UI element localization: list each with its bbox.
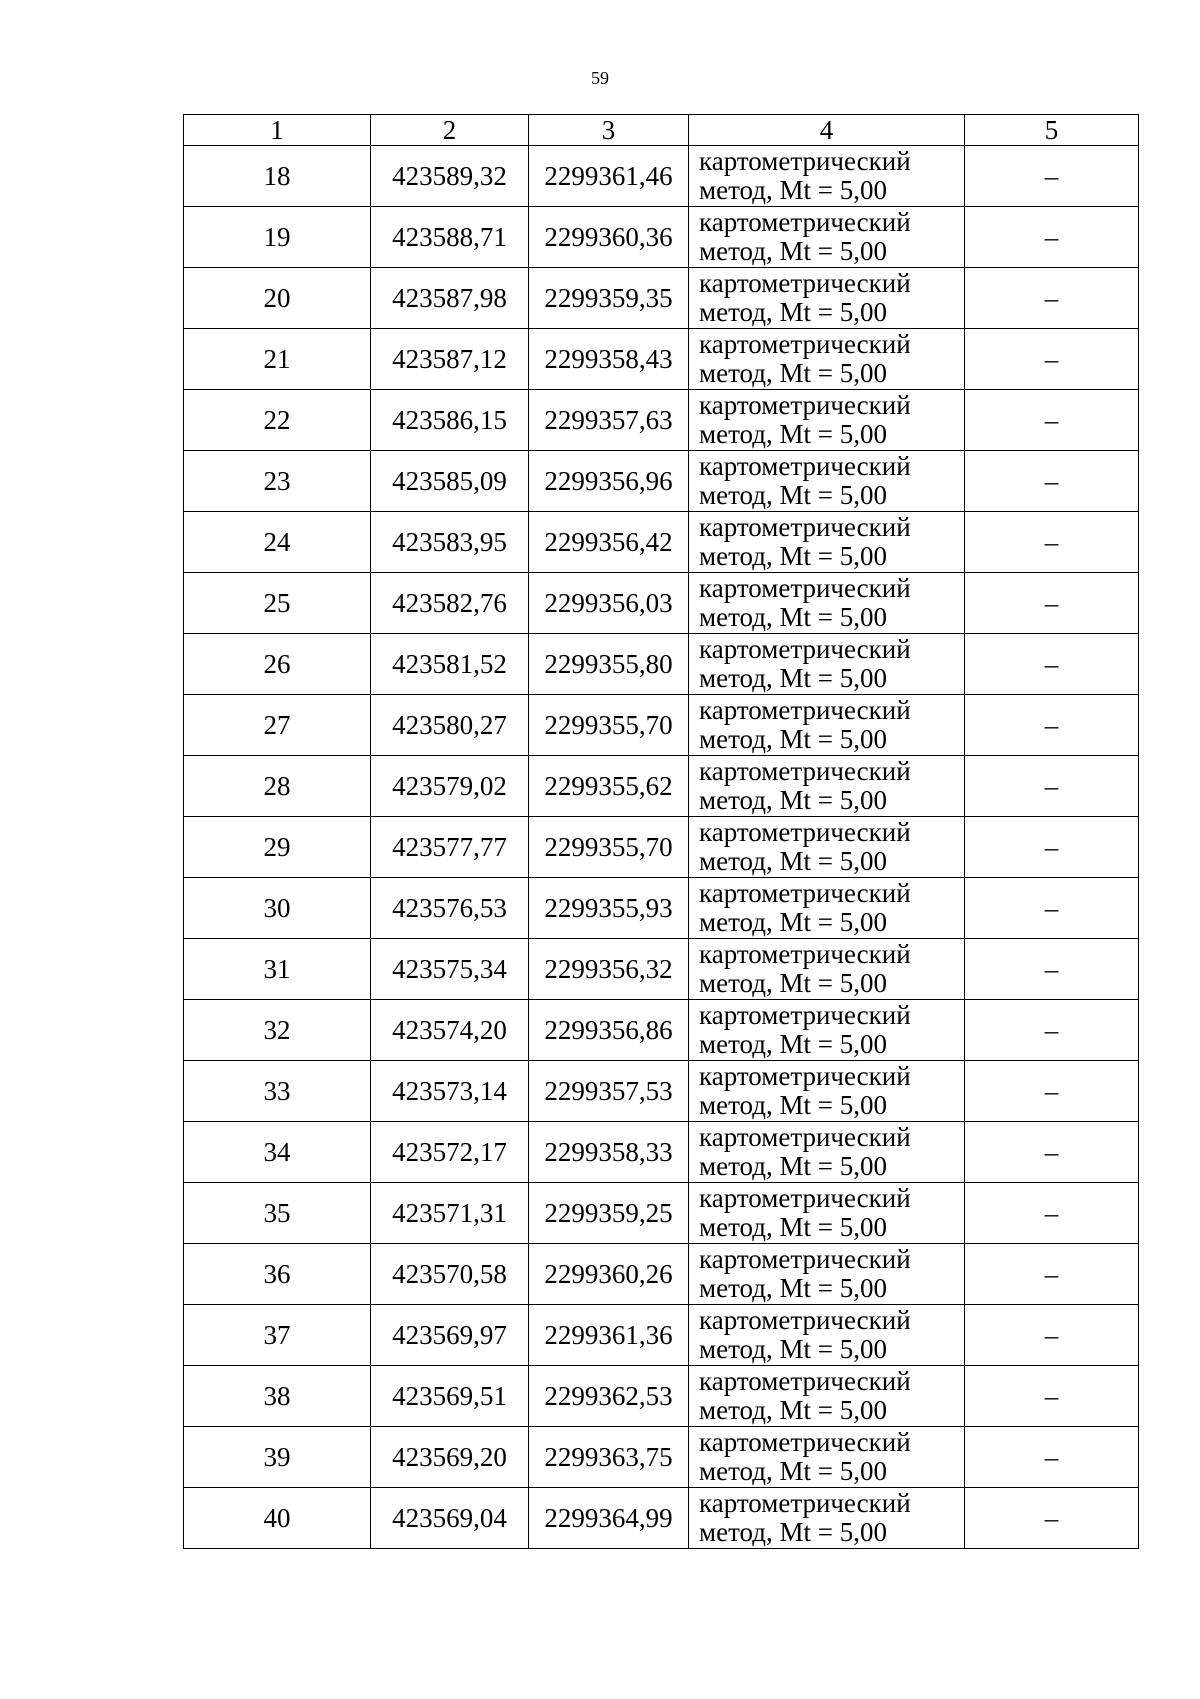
point-number-cell: 21 xyxy=(184,329,371,390)
method-cell xyxy=(689,634,965,695)
method-line-1: картометрический xyxy=(699,329,911,359)
method-line-1: картометрический xyxy=(699,1366,911,1396)
x-coordinate-cell: 423575,34 xyxy=(371,939,529,1000)
method-line-1: картометрический xyxy=(699,390,911,420)
table-row xyxy=(184,1488,1139,1549)
x-coordinate-cell: 423582,76 xyxy=(371,573,529,634)
table-row xyxy=(184,512,1139,573)
x-coordinate-cell: 423574,20 xyxy=(371,1000,529,1061)
accuracy-cell: – xyxy=(965,146,1139,207)
method-line-1: картометрический xyxy=(699,1000,911,1030)
method-line-2: метод, Mt = 5,00 xyxy=(699,724,887,754)
method-line-2: метод, Mt = 5,00 xyxy=(699,419,887,449)
method-cell xyxy=(689,451,965,512)
accuracy-cell: – xyxy=(965,817,1139,878)
header-cell-4: 4 xyxy=(689,115,965,146)
method-line-2: метод, Mt = 5,00 xyxy=(699,968,887,998)
accuracy-cell: – xyxy=(965,695,1139,756)
method-line-2: метод, Mt = 5,00 xyxy=(699,846,887,876)
header-row xyxy=(184,115,1139,146)
table-row xyxy=(184,390,1139,451)
method-cell xyxy=(689,512,965,573)
method-line-2: метод, Mt = 5,00 xyxy=(699,663,887,693)
method-line-1: картометрический xyxy=(699,573,911,603)
method-line-1: картометрический xyxy=(699,1061,911,1091)
method-cell xyxy=(689,146,965,207)
accuracy-cell: – xyxy=(965,878,1139,939)
table-row xyxy=(184,756,1139,817)
y-coordinate-cell: 2299360,26 xyxy=(529,1244,689,1305)
method-line-1: картометрический xyxy=(699,695,911,725)
x-coordinate-cell: 423581,52 xyxy=(371,634,529,695)
point-number-cell: 33 xyxy=(184,1061,371,1122)
point-number-cell: 40 xyxy=(184,1488,371,1549)
y-coordinate-cell: 2299355,62 xyxy=(529,756,689,817)
method-line-2: метод, Mt = 5,00 xyxy=(699,1395,887,1425)
y-coordinate-cell: 2299356,03 xyxy=(529,573,689,634)
table-row xyxy=(184,1427,1139,1488)
x-coordinate-cell: 423587,98 xyxy=(371,268,529,329)
x-coordinate-cell: 423587,12 xyxy=(371,329,529,390)
table-body xyxy=(184,146,1139,1549)
accuracy-cell: – xyxy=(965,451,1139,512)
point-number-cell: 23 xyxy=(184,451,371,512)
table-row xyxy=(184,268,1139,329)
y-coordinate-cell: 2299359,25 xyxy=(529,1183,689,1244)
accuracy-cell: – xyxy=(965,268,1139,329)
method-line-2: метод, Mt = 5,00 xyxy=(699,358,887,388)
y-coordinate-cell: 2299363,75 xyxy=(529,1427,689,1488)
accuracy-cell: – xyxy=(965,1244,1139,1305)
point-number-cell: 39 xyxy=(184,1427,371,1488)
method-cell xyxy=(689,695,965,756)
y-coordinate-cell: 2299358,43 xyxy=(529,329,689,390)
y-coordinate-cell: 2299355,70 xyxy=(529,695,689,756)
method-line-1: картометрический xyxy=(699,1122,911,1152)
accuracy-cell: – xyxy=(965,1305,1139,1366)
x-coordinate-cell: 423569,97 xyxy=(371,1305,529,1366)
method-line-2: метод, Mt = 5,00 xyxy=(699,1151,887,1181)
method-line-2: метод, Mt = 5,00 xyxy=(699,236,887,266)
x-coordinate-cell: 423571,31 xyxy=(371,1183,529,1244)
method-line-1: картометрический xyxy=(699,756,911,786)
method-line-2: метод, Mt = 5,00 xyxy=(699,175,887,205)
point-number-cell: 31 xyxy=(184,939,371,1000)
method-cell xyxy=(689,1000,965,1061)
accuracy-cell: – xyxy=(965,207,1139,268)
y-coordinate-cell: 2299357,63 xyxy=(529,390,689,451)
accuracy-cell: – xyxy=(965,939,1139,1000)
point-number-cell: 34 xyxy=(184,1122,371,1183)
method-line-2: метод, Mt = 5,00 xyxy=(699,1273,887,1303)
method-cell xyxy=(689,939,965,1000)
point-number-cell: 18 xyxy=(184,146,371,207)
y-coordinate-cell: 2299357,53 xyxy=(529,1061,689,1122)
accuracy-cell: – xyxy=(965,512,1139,573)
y-coordinate-cell: 2299361,46 xyxy=(529,146,689,207)
accuracy-cell: – xyxy=(965,1061,1139,1122)
x-coordinate-cell: 423586,15 xyxy=(371,390,529,451)
method-line-2: метод, Mt = 5,00 xyxy=(699,1517,887,1547)
method-cell xyxy=(689,390,965,451)
x-coordinate-cell: 423588,71 xyxy=(371,207,529,268)
method-line-1: картометрический xyxy=(699,1427,911,1457)
method-line-2: метод, Mt = 5,00 xyxy=(699,480,887,510)
method-line-2: метод, Mt = 5,00 xyxy=(699,1212,887,1242)
header-cell-5: 5 xyxy=(965,115,1139,146)
x-coordinate-cell: 423576,53 xyxy=(371,878,529,939)
x-coordinate-cell: 423573,14 xyxy=(371,1061,529,1122)
point-number-cell: 27 xyxy=(184,695,371,756)
point-number-cell: 22 xyxy=(184,390,371,451)
x-coordinate-cell: 423589,32 xyxy=(371,146,529,207)
y-coordinate-cell: 2299358,33 xyxy=(529,1122,689,1183)
method-line-1: картометрический xyxy=(699,512,911,542)
method-cell xyxy=(689,1183,965,1244)
method-line-1: картометрический xyxy=(699,268,911,298)
x-coordinate-cell: 423585,09 xyxy=(371,451,529,512)
method-line-1: картометрический xyxy=(699,146,911,176)
method-cell xyxy=(689,1366,965,1427)
method-cell xyxy=(689,1061,965,1122)
table-row xyxy=(184,1305,1139,1366)
table-row xyxy=(184,329,1139,390)
table-row xyxy=(184,1061,1139,1122)
method-cell xyxy=(689,878,965,939)
table-row xyxy=(184,207,1139,268)
method-line-1: картометрический xyxy=(699,817,911,847)
table-row xyxy=(184,634,1139,695)
method-cell xyxy=(689,329,965,390)
accuracy-cell: – xyxy=(965,756,1139,817)
method-line-1: картометрический xyxy=(699,451,911,481)
y-coordinate-cell: 2299355,93 xyxy=(529,878,689,939)
table-row xyxy=(184,146,1139,207)
table-row xyxy=(184,1366,1139,1427)
x-coordinate-cell: 423569,04 xyxy=(371,1488,529,1549)
accuracy-cell: – xyxy=(965,390,1139,451)
method-line-2: метод, Mt = 5,00 xyxy=(699,602,887,632)
accuracy-cell: – xyxy=(965,1183,1139,1244)
method-line-2: метод, Mt = 5,00 xyxy=(699,541,887,571)
table-row xyxy=(184,939,1139,1000)
x-coordinate-cell: 423569,51 xyxy=(371,1366,529,1427)
table-row xyxy=(184,1000,1139,1061)
accuracy-cell: – xyxy=(965,1427,1139,1488)
accuracy-cell: – xyxy=(965,1366,1139,1427)
point-number-cell: 28 xyxy=(184,756,371,817)
y-coordinate-cell: 2299364,99 xyxy=(529,1488,689,1549)
table-row xyxy=(184,878,1139,939)
y-coordinate-cell: 2299355,70 xyxy=(529,817,689,878)
point-number-cell: 38 xyxy=(184,1366,371,1427)
header-cell-1: 1 xyxy=(184,115,371,146)
method-line-2: метод, Mt = 5,00 xyxy=(699,1456,887,1486)
accuracy-cell: – xyxy=(965,329,1139,390)
method-cell xyxy=(689,1427,965,1488)
y-coordinate-cell: 2299356,96 xyxy=(529,451,689,512)
method-cell xyxy=(689,817,965,878)
method-line-2: метод, Mt = 5,00 xyxy=(699,1090,887,1120)
page-number: 59 xyxy=(591,68,609,88)
point-number-cell: 37 xyxy=(184,1305,371,1366)
point-number-cell: 26 xyxy=(184,634,371,695)
header-cell-3: 3 xyxy=(529,115,689,146)
method-line-2: метод, Mt = 5,00 xyxy=(699,297,887,327)
table-row xyxy=(184,451,1139,512)
method-cell xyxy=(689,1488,965,1549)
table-row xyxy=(184,573,1139,634)
point-number-cell: 35 xyxy=(184,1183,371,1244)
x-coordinate-cell: 423572,17 xyxy=(371,1122,529,1183)
accuracy-cell: – xyxy=(965,1122,1139,1183)
point-number-cell: 30 xyxy=(184,878,371,939)
method-line-1: картометрический xyxy=(699,1488,911,1518)
method-line-2: метод, Mt = 5,00 xyxy=(699,1334,887,1364)
x-coordinate-cell: 423583,95 xyxy=(371,512,529,573)
method-cell xyxy=(689,268,965,329)
accuracy-cell: – xyxy=(965,1000,1139,1061)
table-row xyxy=(184,1244,1139,1305)
table-row xyxy=(184,1183,1139,1244)
x-coordinate-cell: 423577,77 xyxy=(371,817,529,878)
method-line-1: картометрический xyxy=(699,878,911,908)
method-line-1: картометрический xyxy=(699,634,911,664)
method-line-1: картометрический xyxy=(699,1183,911,1213)
point-number-cell: 32 xyxy=(184,1000,371,1061)
table-row xyxy=(184,817,1139,878)
x-coordinate-cell: 423580,27 xyxy=(371,695,529,756)
x-coordinate-cell: 423570,58 xyxy=(371,1244,529,1305)
point-number-cell: 36 xyxy=(184,1244,371,1305)
point-number-cell: 24 xyxy=(184,512,371,573)
method-cell xyxy=(689,1305,965,1366)
method-cell xyxy=(689,207,965,268)
method-line-2: метод, Mt = 5,00 xyxy=(699,907,887,937)
y-coordinate-cell: 2299356,42 xyxy=(529,512,689,573)
y-coordinate-cell: 2299359,35 xyxy=(529,268,689,329)
method-line-1: картометрический xyxy=(699,1244,911,1274)
table-header xyxy=(184,115,1139,146)
y-coordinate-cell: 2299356,86 xyxy=(529,1000,689,1061)
method-line-1: картометрический xyxy=(699,207,911,237)
header-cell-2: 2 xyxy=(371,115,529,146)
method-line-2: метод, Mt = 5,00 xyxy=(699,785,887,815)
y-coordinate-cell: 2299356,32 xyxy=(529,939,689,1000)
y-coordinate-cell: 2299361,36 xyxy=(529,1305,689,1366)
x-coordinate-cell: 423569,20 xyxy=(371,1427,529,1488)
table-row xyxy=(184,695,1139,756)
method-line-2: метод, Mt = 5,00 xyxy=(699,1029,887,1059)
method-line-1: картометрический xyxy=(699,1305,911,1335)
accuracy-cell: – xyxy=(965,634,1139,695)
table-row xyxy=(184,1122,1139,1183)
method-line-1: картометрический xyxy=(699,939,911,969)
y-coordinate-cell: 2299360,36 xyxy=(529,207,689,268)
x-coordinate-cell: 423579,02 xyxy=(371,756,529,817)
method-cell xyxy=(689,756,965,817)
method-cell xyxy=(689,1244,965,1305)
method-cell xyxy=(689,573,965,634)
point-number-cell: 29 xyxy=(184,817,371,878)
y-coordinate-cell: 2299355,80 xyxy=(529,634,689,695)
point-number-cell: 20 xyxy=(184,268,371,329)
y-coordinate-cell: 2299362,53 xyxy=(529,1366,689,1427)
coordinates-table xyxy=(183,114,1139,1549)
accuracy-cell: – xyxy=(965,573,1139,634)
method-cell xyxy=(689,1122,965,1183)
point-number-cell: 19 xyxy=(184,207,371,268)
accuracy-cell: – xyxy=(965,1488,1139,1549)
point-number-cell: 25 xyxy=(184,573,371,634)
